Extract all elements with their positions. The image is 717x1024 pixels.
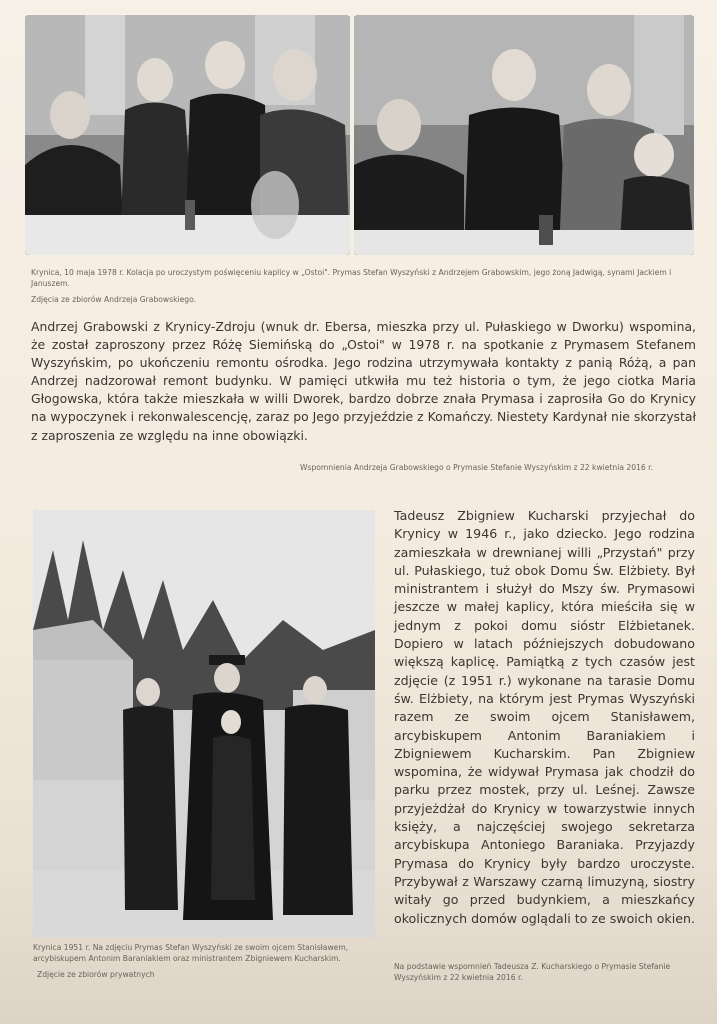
photo-caption-top: Krynica, 10 maja 1978 r. Kolacja po uroczystym poświęceniu kaplicy w „Ostoi". Prymas Stefan Wyszyński z Andrzejem Grabowskim, jego żoną Jadwigą, synami Jackiem i Januszem. [31,268,672,288]
source-grabowski: Wspomnienia Andrzeja Grabowskiego o Prymasie Stefanie Wyszyńskim z 22 kwietnia 2016 r. [300,463,653,472]
photo-primate-with-grabowski [354,15,694,255]
photo-1951-terrace [33,510,375,938]
source-kucharski: Na podstawie wspomnień Tadeusza Z. Kucharskiego o Prymasie Stefanie Wyszyńskim z 22 kwietnia 2016 r. [394,962,671,982]
grabowski-paragraph: Andrzej Grabowski z Krynicy-Zdroju (wnuk dr. Ebersa, mieszka przy ul. Pułaskiego w Dworku) wspomina, że został zaproszony przez Różę Siemińską do „Ostoi" w 1978 r. na spotkanie z Prymasem Stefanem Wyszyńskim, po ukończeniu remontu ośrodka. Jego rodzina utrzymywała kontakty z panią Różą, a pan Andrzej nadzorował remont budynku. W pamięci utkwiła mu też historia o tym, że jego ciotka Maria Głogowska, która także mieszkała w willi Dworek, bardzo dobrze znała Prymasa i zaprosiła Go do Krynicy na wypoczynek i rekonwalescencję, zaraz po Jego przyjeździe z Komańczy. Niestety Kardynał nie skorzystał z zaproszenia ze względu na inne obowiązki. [31,319,696,443]
photo-dinner-grabowski-family [25,15,350,255]
photo-credit-top: Zdjęcia ze zbiorów Andrzeja Grabowskiego. [31,295,197,304]
kucharski-paragraph: Tadeusz Zbigniew Kucharski przyjechał do Krynicy w 1946 r., jako dziecko. Jego rodzina zamieszkała w drewnianej willi „Przystań" przy ul. Pułaskiego, tuż obok Domu Św. Elżbiety. Był ministrantem i służył do Mszy św. Prymasowi jeszcze w małej kaplicy, która mieściła się w jednym z pokoi domu sióstr Elżbietanek. Dopiero w latach późniejszych dobudowano większą kaplicę. Pamiątką z tych czasów jest zdjęcie (z 1951 r.) wykonane na tarasie Domu św. Elżbiety, na którym jest Prymas Wyszyński razem ze swoim ojcem Stanisławem, arcybiskupem Antonim Baraniakiem i Zbigniewem Kucharskim. Pan Zbigniew wspomina, że widywał Prymasa jak chodził do parku przez mostek, przy ul. Leśnej. Zawsze przyjeżdżał do Krynicy w towarzystwie innych księży, a najczęściej swojego sekretarza arcybiskupa Antoniego Baraniaka. Przyjazdy Prymasa do Krynicy były bardzo uroczyste. Przybywał z Warszawy czarną limuzyną, siostry witały go przed budynkiem, a mieszkańcy okolicznych domów oglądali to ze swoich okien. [394,508,695,926]
photo-credit-bottom: Zdjęcie ze zbiorów prywatnych [37,970,155,979]
photo-caption-bottom: Krynica 1951 r. Na zdjęciu Prymas Stefan Wyszyński ze swoim ojcem Stanisławem, arcybiskupem Antonim Baraniakiem oraz ministrantem Zbigniewem Kucharskim. [33,943,349,963]
